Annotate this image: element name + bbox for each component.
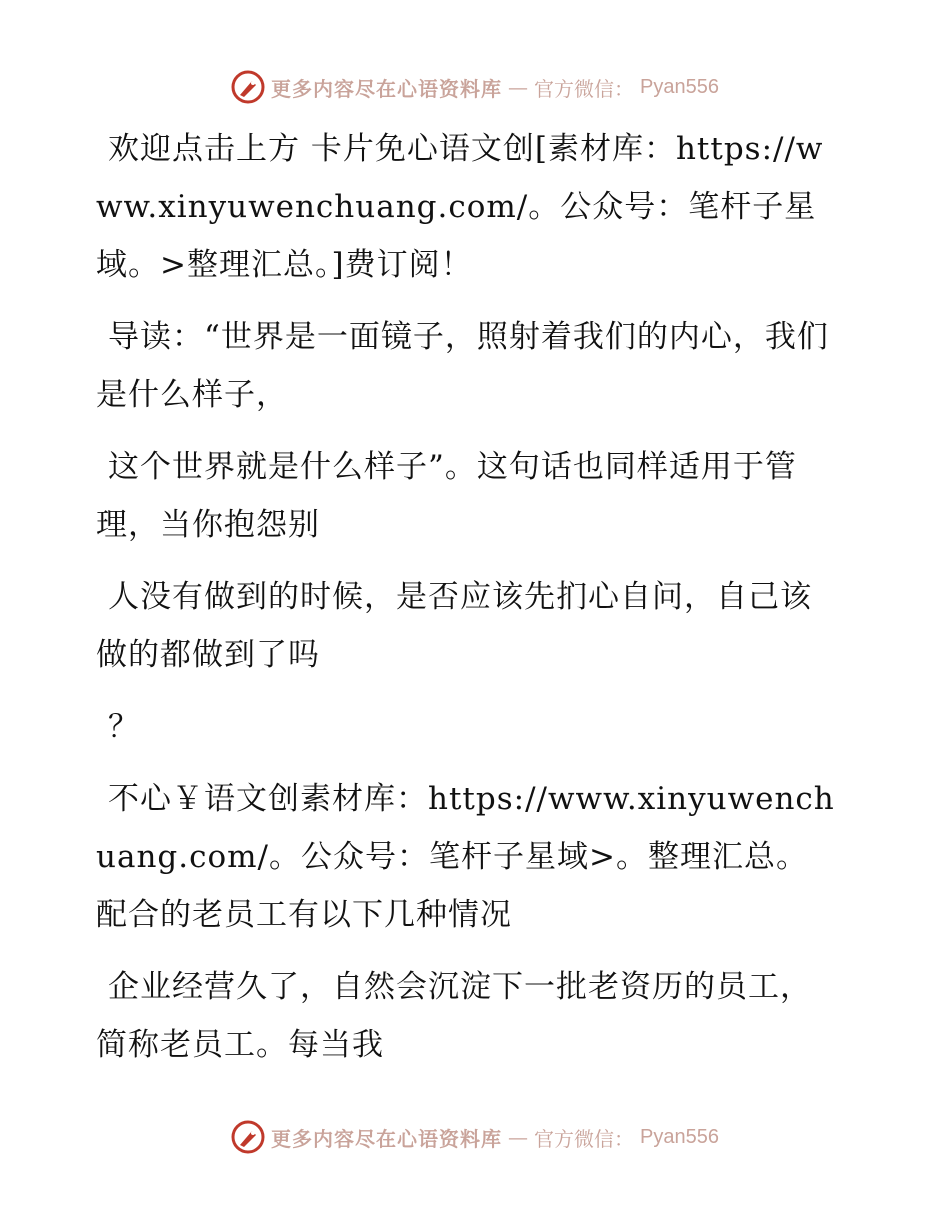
footer-title: 更多内容尽在心语资料库 <box>271 1126 503 1151</box>
paragraph-2: 导读：“世界是一面镜子，照射着我们的内心，我们是什么样子， <box>96 319 829 413</box>
header-dash: — <box>508 75 529 99</box>
paragraph-5: ？ <box>108 709 140 745</box>
paragraph-4: 人没有做到的时候，是否应该先扪心自问，自己该做的都做到了吗 <box>96 579 812 673</box>
paragraph-3: 这个世界就是什么样子”。这句话也同样适用于管理，当你抱怨别 <box>96 449 797 543</box>
header-title: 更多内容尽在心语资料库 <box>271 76 503 101</box>
footer-wechat-id: Pyan556 <box>640 1125 719 1148</box>
paragraph-6: 不心￥语文创素材库：https://www.xinyuwenchuang.com/。公众号：笔杆子星域>。整理汇总。配合的老员工有以下几种情况 <box>96 781 835 933</box>
header-watermark <box>0 70 950 104</box>
footer-subtitle: 官方微信： <box>534 1126 635 1151</box>
paragraph-7: 企业经营久了，自然会沉淀下一批老资历的员工，简称老员工。每当我 <box>96 969 812 1063</box>
paragraph-1: 欢迎点击上方 卡片免心语文创[素材库：https://www.xinyuwenchuang.com/。公众号：笔杆子星域。>整理汇总。]费订阅！ <box>96 131 824 283</box>
footer-dash: — <box>508 1125 529 1149</box>
fountain-pen-logo-icon <box>231 1120 265 1154</box>
header-subtitle: 官方微信： <box>534 76 635 101</box>
document-body <box>96 120 836 1088</box>
header-wechat-id: Pyan556 <box>640 75 719 98</box>
fountain-pen-logo-icon <box>231 70 265 104</box>
footer-watermark <box>0 1120 950 1154</box>
